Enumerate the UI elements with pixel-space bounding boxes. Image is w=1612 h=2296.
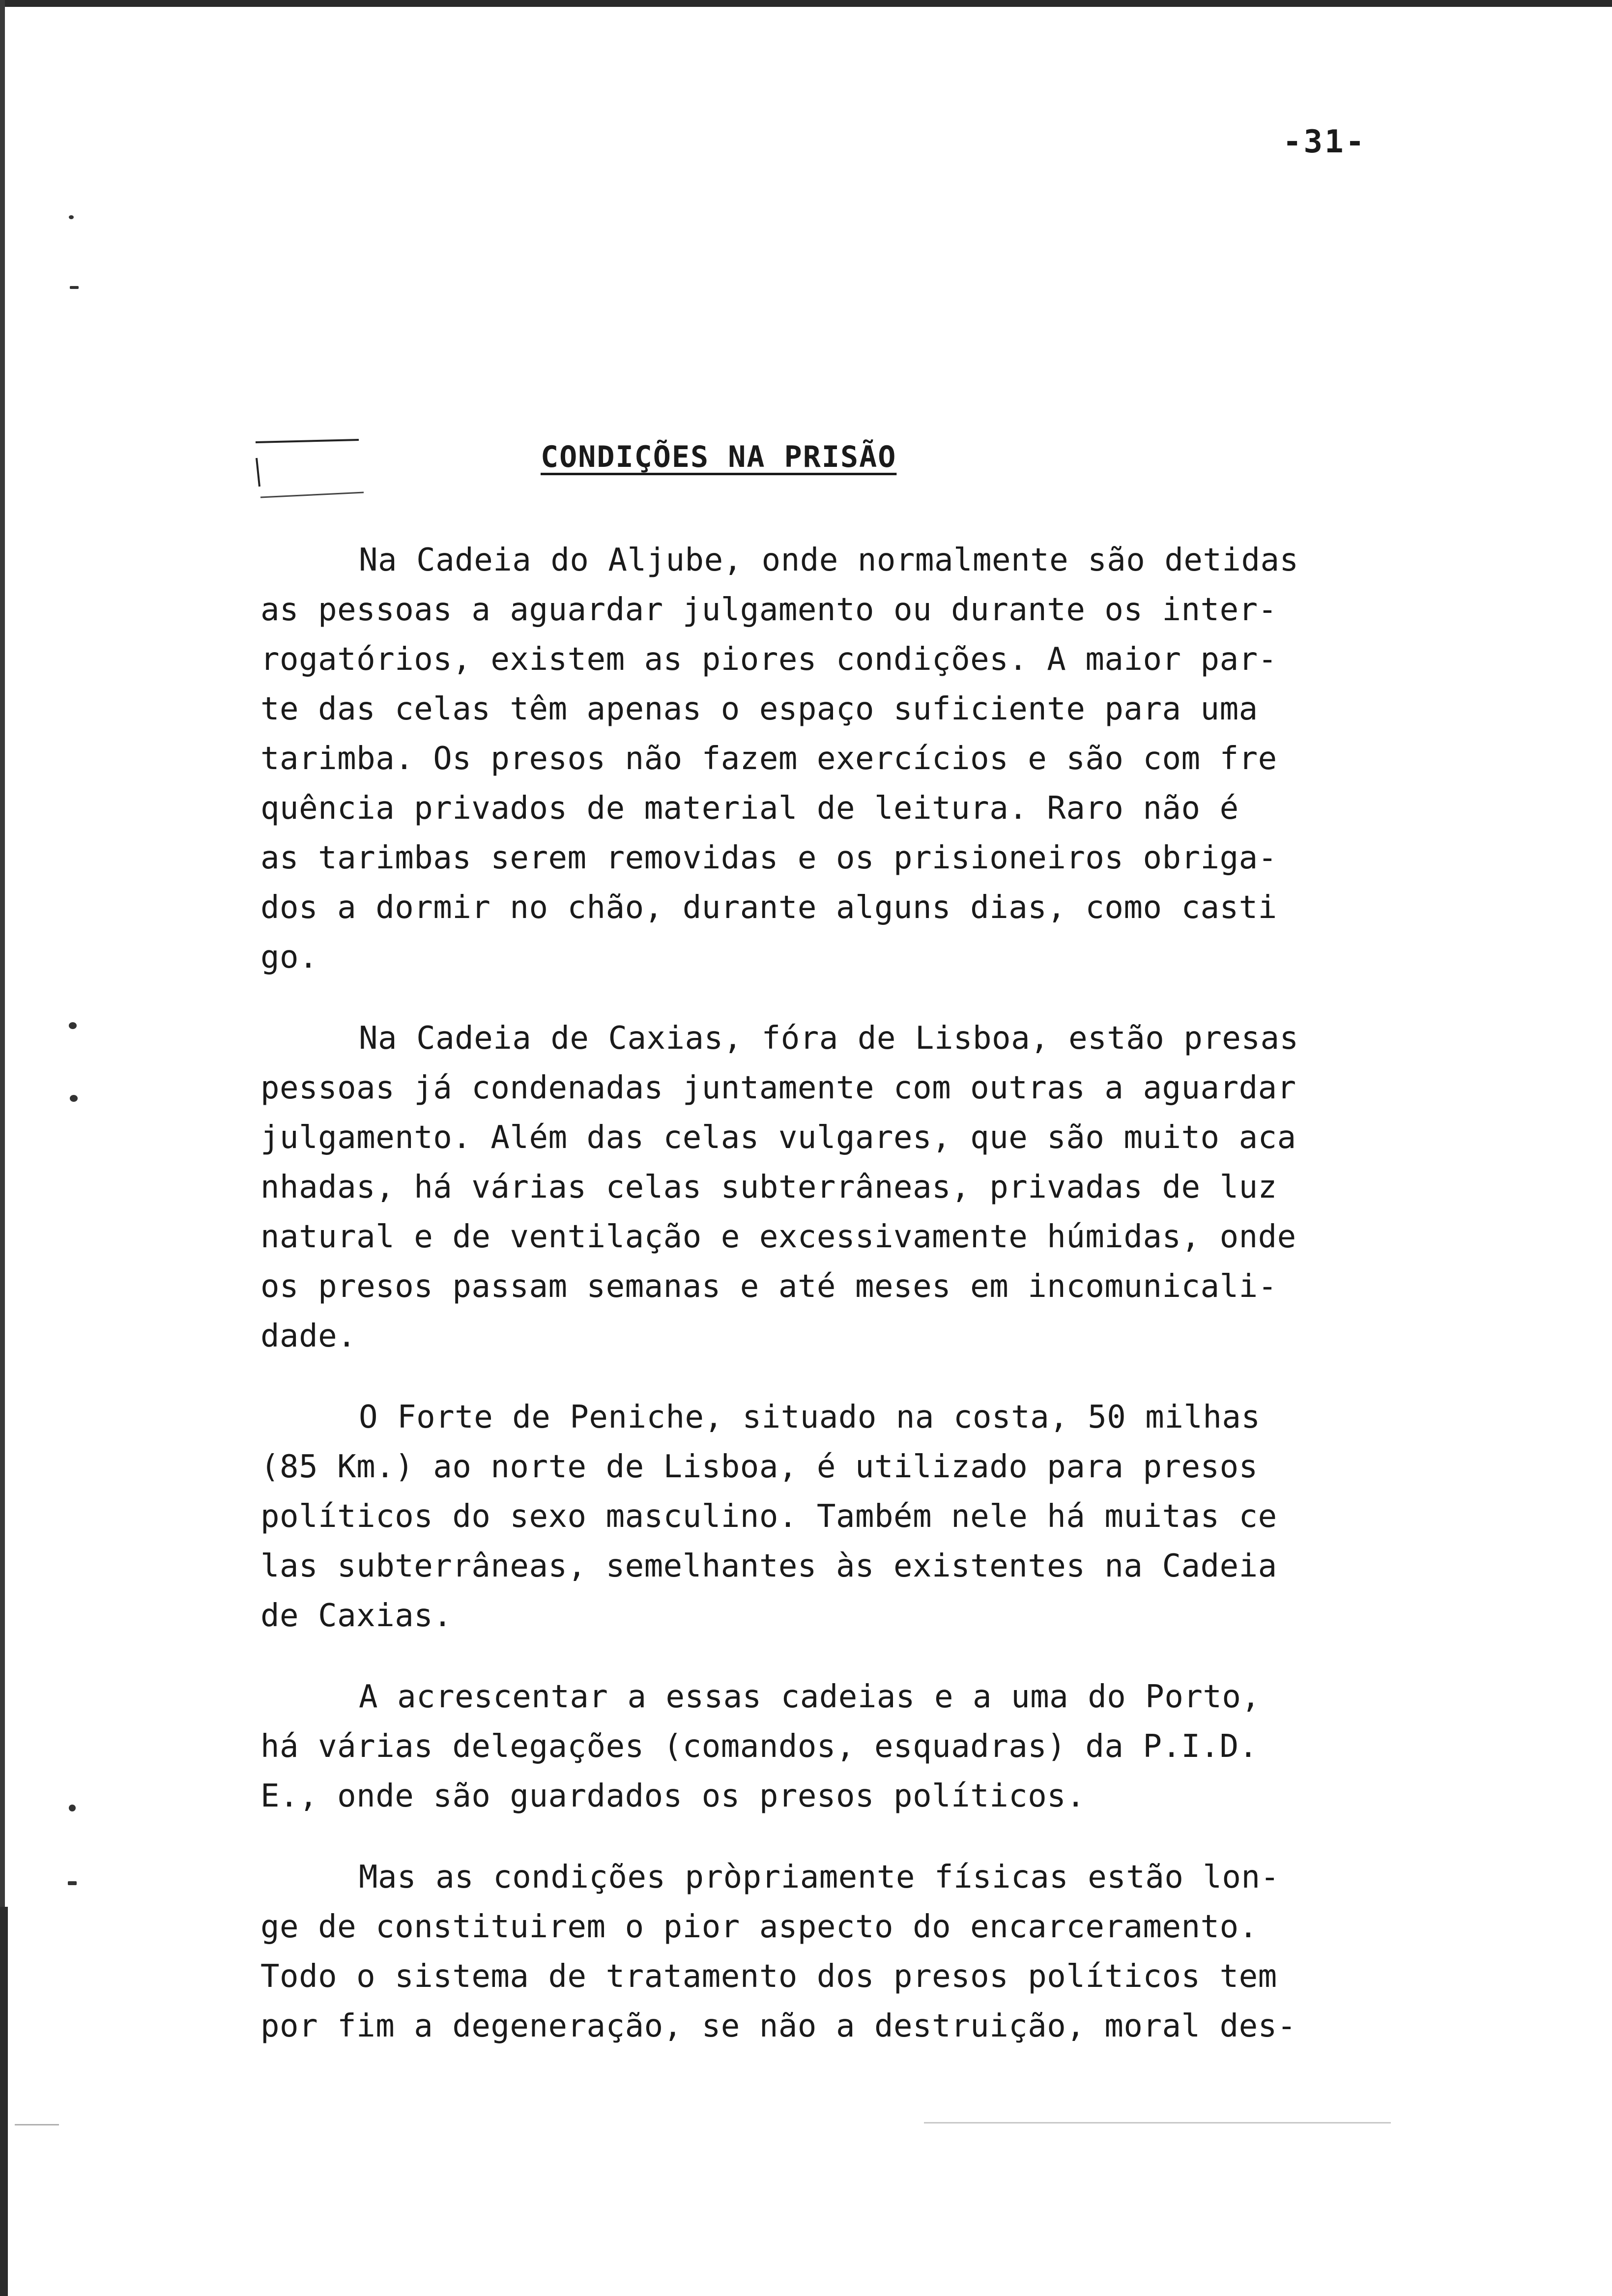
text-line: te das celas têm apenas o espaço suficiente para uma bbox=[260, 691, 1258, 727]
margin-mark bbox=[68, 1881, 77, 1885]
scan-border-left-lower bbox=[0, 1907, 8, 2296]
margin-mark bbox=[69, 1022, 77, 1029]
text-line: ge de constituirem o pior aspecto do encarceramento. bbox=[260, 1909, 1258, 1945]
scan-rule bbox=[924, 2122, 1391, 2124]
paragraph bbox=[260, 1393, 1376, 1641]
text-line: há várias delegações (comandos, esquadras) da P.I.D. bbox=[260, 1728, 1258, 1765]
text-line: de Caxias. bbox=[260, 1598, 453, 1634]
margin-mark bbox=[70, 1095, 78, 1102]
paragraph bbox=[260, 1014, 1376, 1361]
text-line: rogatórios, existem as piores condições. A maior par- bbox=[260, 641, 1277, 678]
section-heading: CONDIÇÕES NA PRISÃO bbox=[541, 440, 897, 474]
margin-mark bbox=[70, 286, 79, 289]
paragraph bbox=[260, 1672, 1376, 1821]
margin-mark bbox=[69, 1805, 76, 1811]
text-line: nhadas, há várias celas subterrâneas, privadas de luz bbox=[260, 1169, 1277, 1205]
text-line: as pessoas a aguardar julgamento ou durante os inter- bbox=[260, 592, 1277, 628]
text-line: Na Cadeia de Caxias, fóra de Lisboa, estão presas bbox=[359, 1020, 1299, 1057]
text-line: natural e de ventilação e excessivamente húmidas, onde bbox=[260, 1219, 1296, 1255]
margin-mark bbox=[69, 215, 74, 219]
text-line: por fim a degeneração, se não a destruição, moral des- bbox=[260, 2008, 1296, 2044]
paragraph bbox=[260, 536, 1376, 982]
text-line: (85 Km.) ao norte de Lisboa, é utilizado para presos bbox=[260, 1449, 1258, 1485]
text-line: quência privados de material de leitura. Raro não é bbox=[260, 790, 1239, 827]
text-line: A acrescentar a essas cadeias e a uma do Porto, bbox=[359, 1679, 1261, 1715]
text-line: E., onde são guardados os presos políticos. bbox=[260, 1778, 1086, 1814]
text-line: Mas as condições pròpriamente físicas estão lon- bbox=[359, 1859, 1280, 1895]
page-number: -31- bbox=[1283, 124, 1367, 160]
paragraph bbox=[260, 1853, 1376, 2051]
text-line: pessoas já condenadas juntamente com outras a aguardar bbox=[260, 1070, 1296, 1106]
text-line: dade. bbox=[260, 1318, 357, 1354]
scan-border-top bbox=[0, 0, 1612, 7]
text-line: as tarimbas serem removidas e os prisioneiros obriga- bbox=[260, 840, 1277, 876]
text-line: tarimba. Os presos não fazem exercícios e são com fre bbox=[260, 741, 1277, 777]
text-line: dos a dormir no chão, durante alguns dias, como casti bbox=[260, 890, 1277, 926]
text-line: O Forte de Peniche, situado na costa, 50 milhas bbox=[359, 1399, 1261, 1435]
text-line: Na Cadeia do Aljube, onde normalmente são detidas bbox=[359, 542, 1299, 578]
scan-rule bbox=[15, 2124, 59, 2125]
text-line: go. bbox=[260, 939, 318, 976]
body-text bbox=[260, 536, 1376, 2083]
bracket-mark bbox=[251, 437, 364, 501]
text-line: Todo o sistema de tratamento dos presos políticos tem bbox=[260, 1958, 1277, 1995]
text-line: políticos do sexo masculino. Também nele há muitas ce bbox=[260, 1498, 1277, 1535]
text-line: las subterrâneas, semelhantes às existentes na Cadeia bbox=[260, 1548, 1277, 1584]
text-line: os presos passam semanas e até meses em incomunicali- bbox=[260, 1268, 1277, 1305]
text-line: julgamento. Além das celas vulgares, que são muito aca bbox=[260, 1119, 1296, 1156]
